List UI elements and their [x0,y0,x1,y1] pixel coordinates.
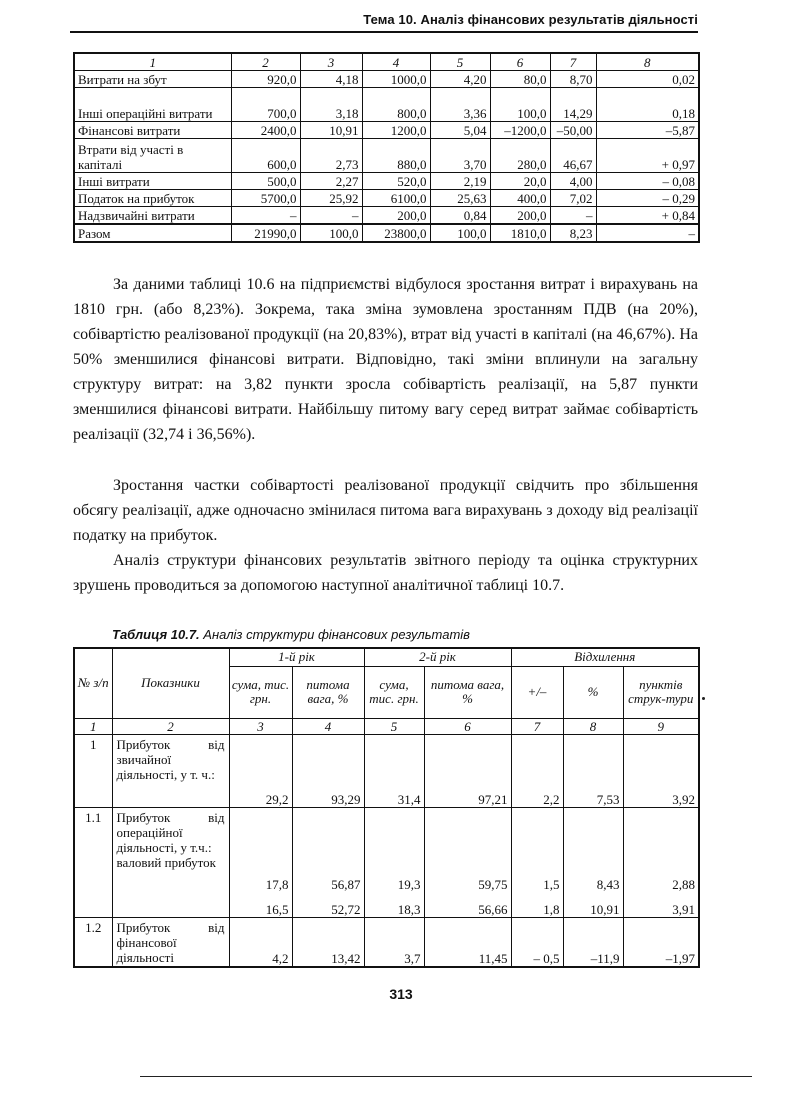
table-cell: 6100,0 [362,190,430,207]
row-label-cell [112,807,229,917]
column-number: 3 [300,53,362,71]
table-cell: – 0,08 [596,173,699,190]
header-sum-2: сума, тис. грн. [364,666,424,718]
column-number: 4 [292,718,364,734]
header-points: пунктів струк-тури [623,666,699,718]
header-percent: % [563,666,623,718]
table-cell [563,917,623,967]
column-number: 8 [596,53,699,71]
table-cell: – [596,224,699,242]
table-cell: 100,0 [430,224,490,242]
cell-value: 13,42 [331,951,361,966]
table-cell: 880,0 [362,139,430,173]
paragraph-1: За даними таблиці 10.6 на підприємстві відбулося зростання витрат і вирахувань на 1810 грн. (або 8,23%). Зокрема, така зміна зумовлена зростанням ПДВ (на 20%), собівартістю реалізованої продукції (на 20,83%), втрат від участі в капіталі (на 46,67%). На 50% зменшилися фінансові витрати. Відповідно, такі зміни вплинули на загальну структуру витрат: на 3,82 пункти зросла собівартість реалізації, на 5,87 пункти зменшилися фінансові витрати. Найбільшу питому вагу серед витрат займає собівартість реалізації (32,74 і 36,56%). [73,276,698,443]
row-label: Інші операційні витрати [74,88,231,122]
table-cell [364,917,424,967]
table-cell: 4,18 [300,71,362,88]
table-cell: 700,0 [231,88,300,122]
table-cell: 25,92 [300,190,362,207]
cell-value: 2,88 [672,876,695,892]
table-row [74,190,699,207]
table-cell: – [231,207,300,225]
cell-value: 97,21 [478,791,508,807]
footer-rule [140,1076,752,1077]
cell-value: 31,4 [397,791,421,807]
header-plus-minus: +/– [511,666,563,718]
table-row [74,917,699,967]
table-cell: 2400,0 [231,122,300,139]
table-cell: 10,91 [300,122,362,139]
header-rule [70,31,698,33]
table-cell [292,807,364,917]
cell-value: 1,5 [543,876,560,892]
row-label: Прибуток від звичайної діяльності, у т. ч.: [116,736,225,782]
column-numbers-row [74,53,699,71]
table-cell [292,917,364,967]
header-share-2: питома вага, % [424,666,511,718]
header-share-1: питома вага, % [292,666,364,718]
table-row [74,734,699,807]
table-cell: 0,02 [596,71,699,88]
column-number: 9 [623,718,699,734]
row-label: Надзвичайні витрати [74,207,231,225]
table-cell [623,917,699,967]
table-row [74,122,699,139]
column-number: 2 [112,718,229,734]
column-number: 7 [511,718,563,734]
row-label: Втрати від участі в капіталі [74,139,231,173]
table-cell: 1810,0 [490,224,550,242]
cell-value: 3,7 [404,951,421,966]
row-label: Прибуток від операційної діяльності, у т.ч.: [116,809,225,855]
table-cell [623,807,699,917]
row-label: Податок на прибуток [74,190,231,207]
table-cell: 7,02 [550,190,596,207]
cell-value: –1,97 [665,951,695,966]
table-cell: 5,04 [430,122,490,139]
column-numbers-row [74,718,699,734]
row-label: Прибуток від фінансової діяльності [116,919,225,965]
row-number: 1.2 [74,917,112,967]
table-cell: – 0,29 [596,190,699,207]
table-cell: 3,36 [430,88,490,122]
column-number: 2 [231,53,300,71]
table-cell: 280,0 [490,139,550,173]
column-number: 3 [229,718,292,734]
table-cell [424,917,511,967]
table-cell [563,807,623,917]
table-cell: 21990,0 [231,224,300,242]
column-number: 1 [74,718,112,734]
table-cell: 400,0 [490,190,550,207]
running-header: Тема 10. Аналіз фінансових результатів діяльності [363,12,698,27]
table-cell: 20,0 [490,173,550,190]
table-caption [112,627,470,642]
row-label: Фінансові витрати [74,122,231,139]
cell-value: – 0,5 [533,951,560,966]
header-sum-1: сума, тис. грн. [229,666,292,718]
column-number: 1 [74,53,231,71]
table-cell: + 0,97 [596,139,699,173]
table-row [74,173,699,190]
table-cell [229,734,292,807]
cell-value: 3,92 [672,791,695,807]
table-cell [424,734,511,807]
table-cell: – [550,207,596,225]
cell-value: 11,45 [478,951,508,966]
table-row [74,807,699,917]
row-number: 1 [74,734,112,807]
header-year2: 2-й рік [364,648,511,666]
table-cell: 2,73 [300,139,362,173]
table-cell: 8,23 [550,224,596,242]
table-cell [511,917,563,967]
table-row [74,88,699,122]
header-deviation: Відхилення [511,648,699,666]
cell-sub-value: 3,91 [672,901,695,917]
table-cell [229,917,292,967]
row-label-cell [112,734,229,807]
cell-value: 17,8 [265,876,289,892]
column-number: 8 [563,718,623,734]
table-row [74,207,699,225]
table-cell: 4,00 [550,173,596,190]
table-cell: + 0,84 [596,207,699,225]
table-cell: 200,0 [362,207,430,225]
table-cell [364,734,424,807]
cell-sub-value: 52,72 [331,901,361,917]
cell-sub-value: 16,5 [265,901,289,917]
cell-value: 59,75 [478,876,508,892]
table-cell: 3,70 [430,139,490,173]
table-cell: 1200,0 [362,122,430,139]
table-cell: 200,0 [490,207,550,225]
row-label-cell [112,917,229,967]
caption-title: Аналіз структури фінансових результатів [203,627,470,642]
table-cell: 23800,0 [362,224,430,242]
table-cell [511,807,563,917]
table-cell [229,807,292,917]
paragraph-2: Зростання частки собівартості реалізованої продукції свідчить про збільшення обсягу реалізації, адже одночасно змінилася питома вага вирахувань з доходу від реалізації податку на прибуток. [73,477,698,544]
caption-label: Таблиця 10.7. [112,627,200,642]
column-number: 4 [362,53,430,71]
table-cell: 920,0 [231,71,300,88]
table-cell: – [300,207,362,225]
header-indicator: Показники [112,648,229,718]
table-cell: 80,0 [490,71,550,88]
table-cell: 600,0 [231,139,300,173]
table-cell: 100,0 [490,88,550,122]
table-cell [364,807,424,917]
table-cell: –5,87 [596,122,699,139]
cell-value: 2,2 [543,791,560,807]
table-cell: 2,27 [300,173,362,190]
expenses-table [73,52,700,243]
table-cell: 0,84 [430,207,490,225]
table-cell [563,734,623,807]
cell-value: 19,3 [397,876,421,892]
table-cell: –50,00 [550,122,596,139]
cell-value: 8,43 [596,876,620,892]
paragraph-3: Аналіз структури фінансових результатів звітного періоду та оцінка структурних зрушень проводиться за допомогою наступної аналітичної таблиці 10.7. [73,552,698,594]
cell-value: 29,2 [265,791,289,807]
cell-sub-value: 18,3 [397,901,421,917]
table-cell: 100,0 [300,224,362,242]
column-number: 6 [424,718,511,734]
row-label: Витрати на збут [74,71,231,88]
table-cell: 1000,0 [362,71,430,88]
row-label: Разом [74,224,231,242]
table-cell: 46,67 [550,139,596,173]
page-number: 313 [389,986,413,1002]
row-sub-label: валовий прибуток [116,854,216,870]
row-number: 1.1 [74,807,112,917]
column-number: 5 [364,718,424,734]
table-cell: 25,63 [430,190,490,207]
row-label: Інші витрати [74,173,231,190]
financial-results-table [73,647,700,968]
table-cell: 8,70 [550,71,596,88]
table-cell: 5700,0 [231,190,300,207]
table-cell: 500,0 [231,173,300,190]
stray-dot [702,697,705,700]
column-number: 7 [550,53,596,71]
table-cell: 2,19 [430,173,490,190]
table-row [74,224,699,242]
cell-sub-value: 56,66 [478,901,508,917]
table-row [74,139,699,173]
column-number: 6 [490,53,550,71]
header-year1: 1-й рік [229,648,364,666]
column-number: 5 [430,53,490,71]
cell-value: 56,87 [331,876,361,892]
header-num: № з/п [74,648,112,718]
table-cell: 800,0 [362,88,430,122]
cell-value: 93,29 [331,791,361,807]
table-cell: 0,18 [596,88,699,122]
cell-sub-value: 10,91 [590,901,620,917]
table-cell: 14,29 [550,88,596,122]
table-cell [292,734,364,807]
table-cell: 3,18 [300,88,362,122]
table-cell [623,734,699,807]
table-cell: 4,20 [430,71,490,88]
table-row [74,71,699,88]
cell-value: 4,2 [272,951,289,966]
table-cell: 520,0 [362,173,430,190]
cell-value: –11,9 [590,951,620,966]
table-cell [424,807,511,917]
cell-sub-value: 1,8 [543,901,560,917]
table-cell [511,734,563,807]
table-cell: –1200,0 [490,122,550,139]
cell-value: 7,53 [596,791,620,807]
